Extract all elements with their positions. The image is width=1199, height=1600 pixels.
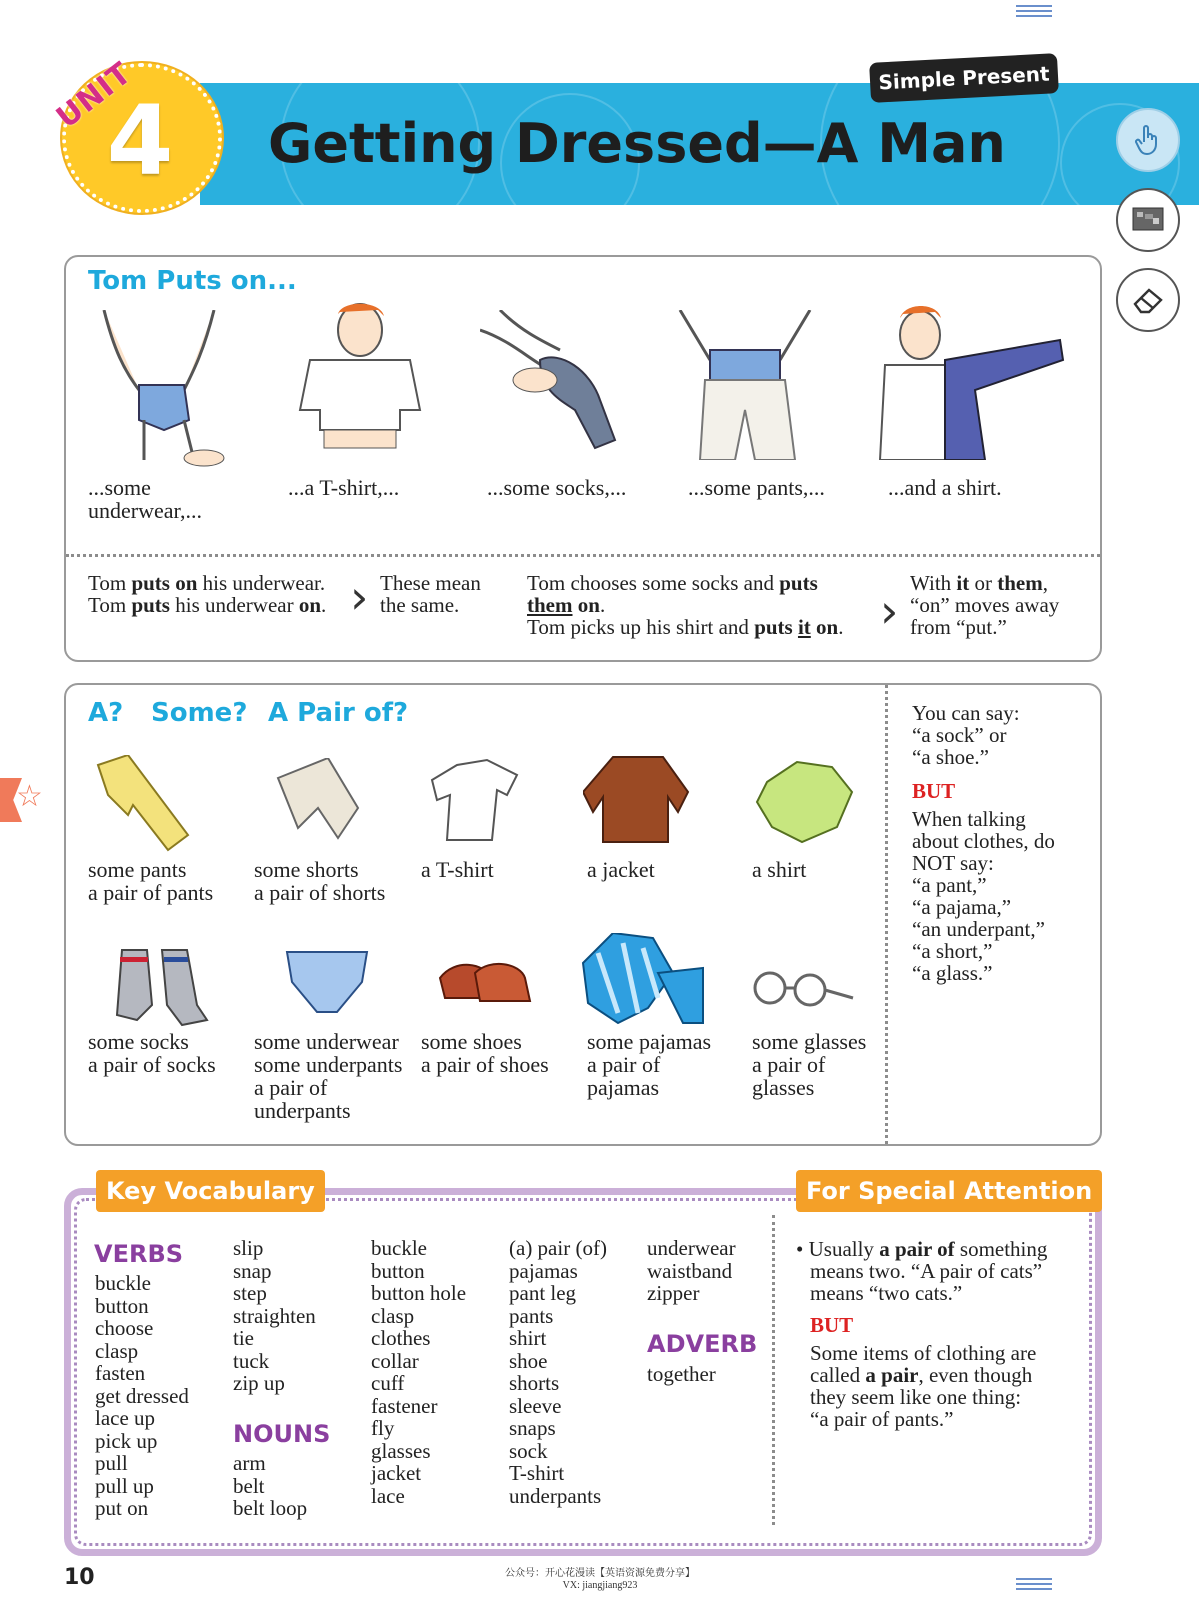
nouns-list: buckle button button hole clasp clothes collar cuff fastener fly glasses jacket lace (371, 1236, 467, 1508)
unit-number: 4 (106, 85, 174, 197)
pair-of-title-some: Some? (151, 698, 248, 728)
special-attention-tab: For Special Attention (796, 1170, 1102, 1212)
pair-of-title-pair: A Pair of? (268, 698, 409, 728)
glasses-icon (748, 968, 858, 1008)
pair-of-title-a: A? (88, 698, 124, 728)
clothing-label: some pajamas a pair of pajamas (587, 1029, 712, 1100)
special-attention-text: • Usually a pair of something means two. “A pair of cats” means “two cats.” BUT Some items of clothing are called a pair, even though they seem like one thing: “a pair of pants.” (796, 1237, 1048, 1431)
menu-lines-icon[interactable] (1016, 1578, 1052, 1594)
puts-on-title: Tom Puts on... (88, 266, 297, 296)
tshirt-illustration (280, 300, 440, 470)
menu-lines-icon[interactable] (1016, 5, 1052, 21)
puts-caption: ...and a shirt. (888, 475, 1002, 500)
verbs-list: slip snap step straighten tie tuck zip up (233, 1236, 316, 1395)
star-icon[interactable]: ☆ (16, 780, 43, 813)
underwear-icon (282, 947, 372, 1017)
adverb-list: together (647, 1362, 716, 1386)
nouns-list: arm belt belt loop (233, 1451, 308, 1520)
eraser-button[interactable] (1116, 268, 1180, 332)
phrasal-note-1: Tom puts on his underwear. Tom puts his underwear on. (88, 571, 327, 617)
hand-pointer-icon (1133, 124, 1163, 156)
pants-illustration (670, 310, 820, 460)
shorts-icon (268, 758, 368, 848)
socks-illustration (480, 310, 630, 460)
phrasal-note-1-side: These mean the same. (380, 571, 481, 617)
verbs-heading: VERBS (94, 1240, 184, 1268)
key-vocabulary-tab: Key Vocabulary (96, 1170, 325, 1212)
divider (885, 685, 888, 1144)
clothing-label: a shirt (752, 857, 807, 882)
clothing-label: a T-shirt (421, 857, 494, 882)
shoes-icon (435, 953, 535, 1013)
chalkboard-icon (1131, 206, 1165, 234)
puts-caption: ...some socks,... (487, 475, 627, 500)
tshirt-icon (422, 755, 522, 845)
divider (772, 1215, 775, 1525)
chevron-right-icon: › (350, 570, 369, 624)
hand-pointer-button[interactable] (1116, 108, 1180, 172)
clothing-label: some shorts a pair of shorts (254, 857, 386, 905)
page-title: Getting Dressed—A Man (268, 112, 1006, 175)
phrasal-note-2-side: With it or them, “on” moves away from “put.” (910, 571, 1060, 639)
chevron-right-icon: › (880, 584, 899, 638)
nouns-list: (a) pair (of) pajamas pant leg pants shirt shoe shorts sleeve snaps sock T-shirt underpants (509, 1236, 607, 1508)
shirt-illustration (865, 300, 1065, 460)
socks-icon (112, 945, 212, 1030)
grammar-side-note: You can say: “a sock” or “a shoe.” BUT When talking about clothes, do NOT say: “a pant,” “a pajama,” “an underpant,” “a short,” “a glass.” (912, 701, 1055, 985)
grammar-tag: Simple Present (869, 53, 1059, 103)
nouns-heading: NOUNS (233, 1420, 331, 1448)
puts-caption: ...some pants,... (688, 475, 825, 500)
puts-caption: ...some underwear,... (88, 475, 202, 523)
eraser-icon (1131, 286, 1165, 314)
underwear-illustration (84, 310, 244, 470)
clothing-label: some glasses a pair of glasses (752, 1029, 867, 1100)
clothing-label: some pants a pair of pants (88, 857, 214, 905)
verbs-list: buckle button choose clasp fasten get dressed lace up pick up pull pull up put on (95, 1271, 189, 1520)
footer-note: 公众号：开心花漫读【英语资源免费分享】 VX: jiangjiang923 (505, 1568, 695, 1591)
clothing-label: some socks a pair of socks (88, 1029, 216, 1077)
shirt-icon (752, 757, 862, 847)
jacket-icon (583, 752, 693, 847)
divider (66, 554, 1100, 557)
pants-icon (88, 755, 198, 855)
clothing-label: a jacket (587, 857, 655, 882)
pajamas-icon (578, 933, 708, 1028)
nouns-list: underwear waistband zipper (647, 1236, 736, 1305)
clothing-label: some shoes a pair of shoes (421, 1029, 549, 1077)
puts-caption: ...a T-shirt,... (288, 475, 400, 500)
page-number: 10 (64, 1565, 95, 1590)
phrasal-note-2: Tom chooses some socks and puts them on. Tom picks up his shirt and puts it on. (527, 571, 844, 639)
unit-label: UNIT (50, 55, 139, 136)
adverb-heading: ADVERB (647, 1330, 758, 1358)
chalkboard-button[interactable] (1116, 188, 1180, 252)
clothing-label: some underwear some underpants a pair of underpants (254, 1029, 403, 1123)
